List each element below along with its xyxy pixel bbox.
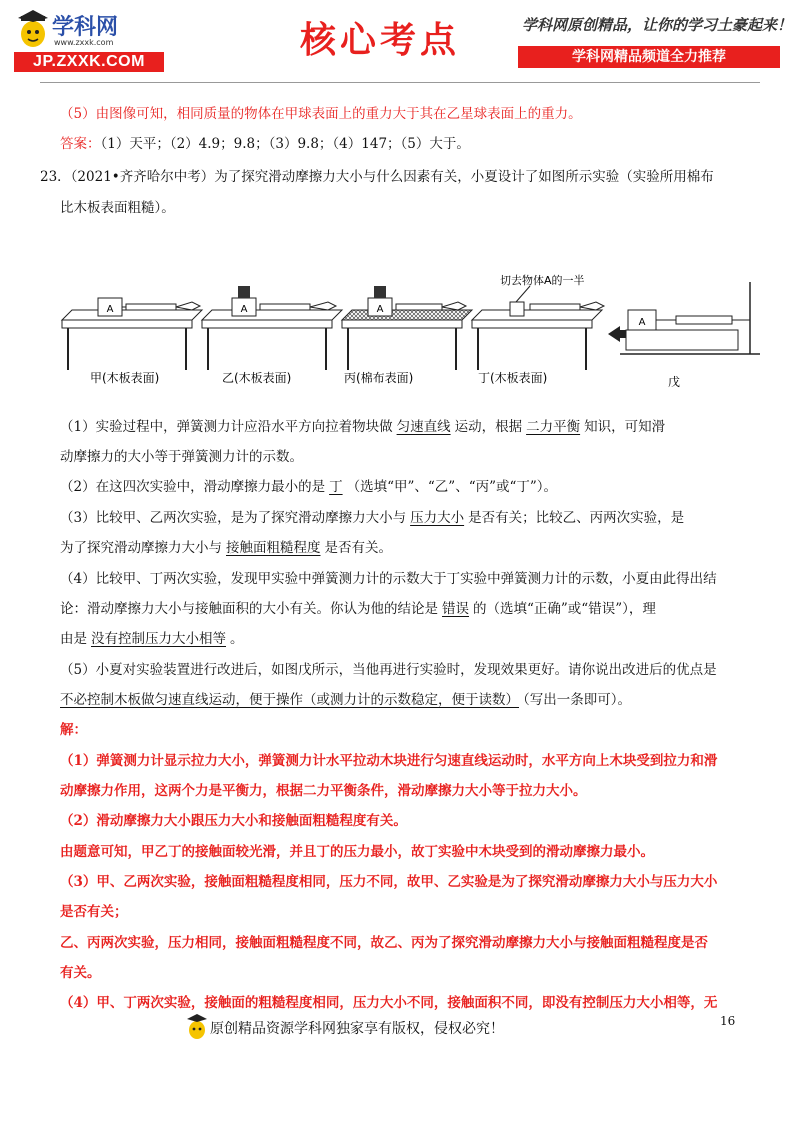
answer-text: （1）天平；（2）4.9；9.8；（3）9.8；（4）147；（5）大于。 [100,136,470,152]
q23-part1-line1 [0,417,800,437]
solution-3-line3: 乙、丙两次实验，压力相同，接触面粗糙程度不同，故乙、丙为了探究滑动摩擦力大小与接触面粗糙程度是否 [60,935,708,951]
solution-1-line1: （1）弹簧测力计显示拉力大小，弹簧测力计水平拉动木块进行匀速直线运动时，水平方向上木块受到拉力和滑 [60,753,718,769]
label-jia: 甲(木板表面) [90,371,160,385]
q3-text-a: （3）比较甲、乙两次实验，是为了探究滑动摩擦力大小与 [60,510,407,526]
solution-4-line1: （4）甲、丁两次实验，接触面的粗糙程度相同，压力大小不同，接触面积不同，即没有控制压力大小相等，无 [60,995,718,1011]
cut-note: 切去物体A的一半 [500,274,585,287]
q23-part2 [0,477,800,497]
q3-answer-1: 压力大小 [410,510,465,526]
header-tag: 学科网精品频道全力推荐 [518,46,780,68]
header-slogan: 学科网原创精品，让你的学习土豪起来！ [522,16,793,34]
setup-bing [342,286,472,370]
q3-text-b: 是否有关；比较乙、丙两次实验，是 [468,510,685,526]
q23-stem-line1: 23．（2021•齐齐哈尔中考）为了探究滑动摩擦力大小与什么因素有关，小夏设计了如图所示实验（实验所用棉布 [40,169,714,185]
q4-text-c: 的（选填“正确”或“错误”），理 [473,601,656,617]
solution-2-line2: 由题意可知，甲乙丁的接触面较光滑，并且丁的压力最小，故丁实验中木块受到的滑动摩擦力最小。 [60,844,654,860]
q4-text-b: 论：滑动摩擦力大小与接触面积的大小有关。你认为他的结论是 [60,601,438,617]
answer-label: 答案： [60,136,101,152]
q3-answer-2: 接触面粗糙程度 [226,540,321,556]
prev-answer [0,134,800,154]
block-label-wu: A [638,317,646,328]
setup-jia [62,298,202,370]
prev-item-5: （5）由图像可知，相同质量的物体在甲球表面上的重力大于其在乙星球表面上的重力。 [60,106,582,122]
q4-text-e: 。 [230,631,244,647]
mascot-icon [186,1014,208,1040]
q5-text-b: （写出一条即可）。 [523,692,631,708]
q1-text-a: （1）实验过程中，弹簧测力计应沿水平方向拉着物块做 [60,419,393,435]
q1-answer-2: 二力平衡 [526,419,581,435]
page-title: 核心考点 [300,19,461,61]
q1-text-c: 知识，可知滑 [584,419,666,435]
q23-part4-line1: （4）比较甲、丁两次实验，发现甲实验中弹簧测力计的示数大于丁实验中弹簧测力计的示数，小夏由此得出结 [60,571,717,587]
q4-text-d: 由是 [60,631,87,647]
block-label-yi: A [240,304,248,315]
q3-text-c: 为了探究滑动摩擦力大小与 [60,540,222,556]
mascot-icon [16,10,50,50]
label-ding: 丁(木板表面) [478,371,548,385]
logo-name: 学科网 [52,15,119,40]
solution-3-line1: （3）甲、乙两次实验，接触面粗糙程度相同，压力不同，故甲、乙实验是为了探究滑动摩擦力大小与压力大小 [60,874,718,890]
label-wu: 戊 [668,375,681,389]
block-label-bing: A [376,304,384,315]
q4-answer-2: 没有控制压力大小相等 [91,631,226,647]
label-bing: 丙(棉布表面) [344,371,414,385]
label-yi: 乙(木板表面) [222,371,292,385]
q4-answer-1: 错误 [442,601,469,617]
q1-text-b: 运动，根据 [454,419,523,435]
solution-1-line2: 动摩擦力作用，这两个力是平衡力，根据二力平衡条件，滑动摩擦力大小等于拉力大小。 [60,783,587,799]
solution-label: 解： [60,722,87,738]
solution-3-line4: 有关。 [60,965,101,981]
q23-part5-line1: （5）小夏对实验装置进行改进后，如图戊所示，当他再进行实验时，发现效果更好。请你说出改进后的优点是 [60,662,717,678]
header-divider [40,82,760,83]
q23-part4-line3 [0,629,800,649]
q23-part4-line2 [0,599,800,619]
q3-text-d: 是否有关。 [324,540,392,556]
footer-copyright: 原创精品资源学科网独家享有版权，侵权必究！ [210,1021,504,1037]
q5-answer: 不必控制木板做匀速直线运动，便于操作（或测力计的示数稳定，便于读数） [60,692,519,708]
setup-ding [472,273,604,370]
solution-2-line1: （2）滑动摩擦力大小跟压力大小和接触面粗糙程度有关。 [60,813,407,829]
q2-text-b: （选填“甲”、“乙”、“丙”或“丁”）。 [346,479,558,495]
q23-part3-line1 [0,508,800,528]
arrow-left-icon [608,326,620,342]
solution-3-line2: 是否有关； [60,904,128,920]
q23-part3-line2 [0,538,800,558]
site-logo [12,10,170,72]
q23-part1-line2: 动摩擦力的大小等于弹簧测力计的示数。 [60,449,303,465]
block-label-jia: A [106,304,114,315]
q1-answer-1: 匀速直线 [396,419,451,435]
q2-text-a: （2）在这四次实验中，滑动摩擦力最小的是 [60,479,326,495]
experiment-figure [60,272,760,392]
q23-stem-line2: 比木板表面粗糙）。 [60,200,175,216]
q2-answer: 丁 [329,479,343,495]
logo-url-bar: JP.ZXXK.COM [14,52,164,72]
setup-yi [202,286,342,370]
logo-small-url: www.zxxk.com [54,38,114,47]
q23-part5-line2 [0,690,800,710]
page-number: 16 [720,1014,736,1028]
setup-wu [620,282,760,354]
